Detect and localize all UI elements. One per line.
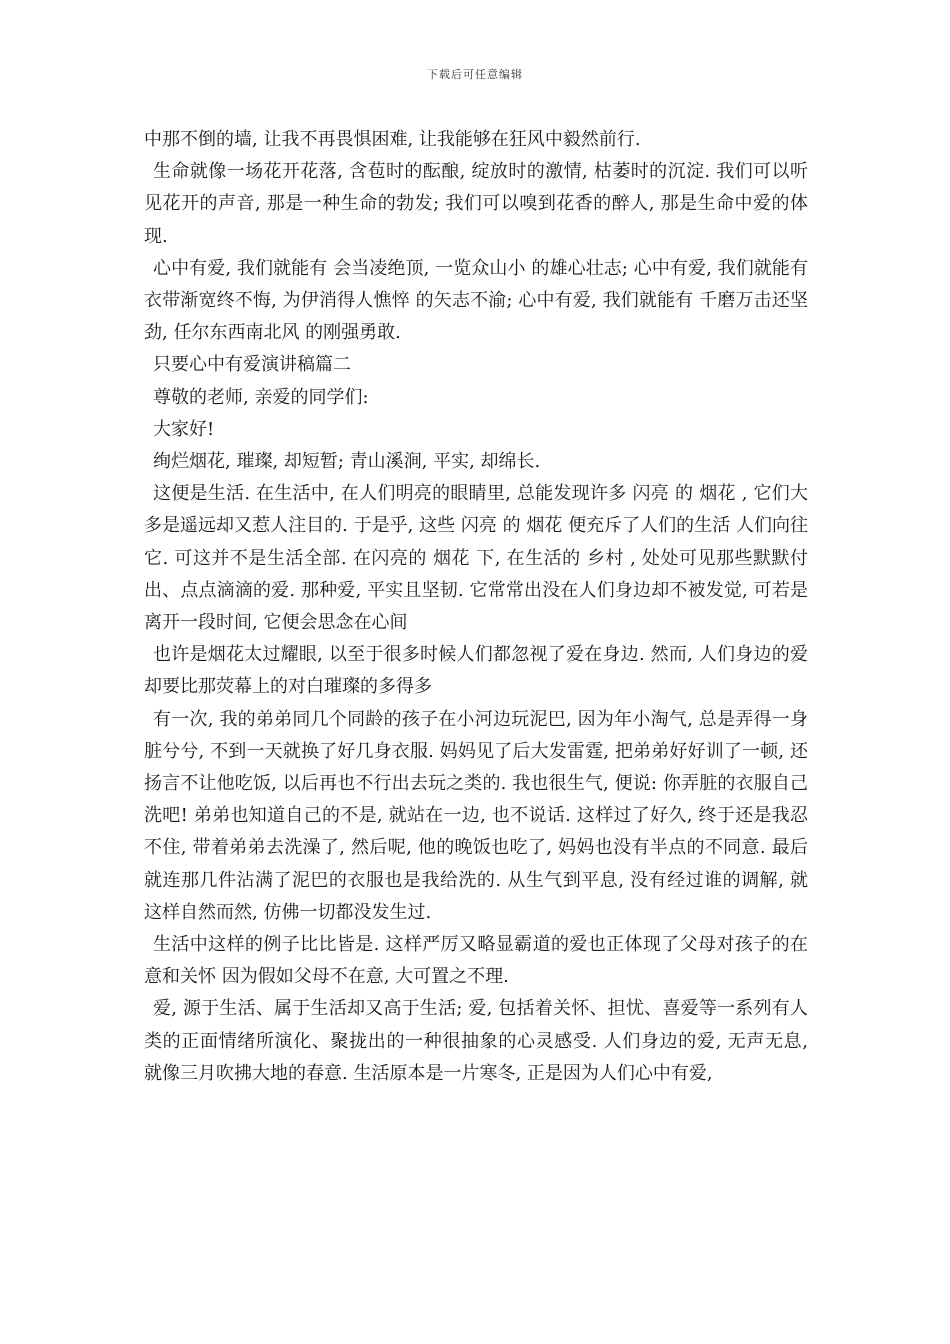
section-title: 只要心中有爱演讲稿篇二 — [153, 354, 351, 376]
paragraph: 爱, 源于生活、属于生活却又高于生活; 爱, 包括着关怀、担忧、喜爱等一系列有人类的正面情绪所演化、聚拢出的一种很抽象的心灵感受. 人们身边的爱, 无声无息, 就像三月吹拂大地的春意. 生活原本是一片寒冬, 正是因为人们心中有爱, — [144, 998, 808, 1084]
greeting: 大家好! — [153, 418, 215, 440]
document-body — [144, 124, 808, 1090]
paragraph: 绚烂烟花, 璀璨, 却短暂; 青山溪涧, 平实, 却绵长. — [153, 451, 541, 473]
paragraph: 生活中这样的例子比比皆是. 这样严厉又略显霸道的爱也正体现了父母对孩子的在意和关怀 因为假如父母不在意, 大可置之不理. — [144, 934, 808, 988]
paragraph: 这便是生活. 在生活中, 在人们明亮的眼睛里, 总能发现许多 闪亮 的 烟花 , 它们大多是遥远却又惹人注目的. 于是乎, 这些 闪亮 的 烟花 便充斥了人们的生活 人们向往它. 可这并不是生活全部. 在闪亮的 烟花 下, 在生活的 乡村 , 处处可见那些默默付出、点点滴滴的爱. 那种爱, 平实且坚韧. 它常常出没在人们身边却不被发觉, 可若是离开一段时间, 它便会思念在心间 — [144, 483, 808, 634]
paragraph: 有一次, 我的弟弟同几个同龄的孩子在小河边玩泥巴, 因为年小淘气, 总是弄得一身脏兮兮, 不到一天就换了好几身衣服. 妈妈见了后大发雷霆, 把弟弟好好训了一顿, 还扬言不让他吃饭, 以后再也不行出去玩之类的. 我也很生气, 便说: 你弄脏的衣服自己洗吧! 弟弟也知道自己的不是, 就站在一边, 也不说话. 这样过了好久, 终于还是我忍不住, 带着弟弟去洗澡了, 然后呢, 他的晚饭也吃了, 妈妈也没有半点的不同意. 最后就连那几件沾满了泥巴的衣服也是我给洗的. 从生气到平息, 没有经过谁的调解, 就这样自然而然, 仿佛一切都没发生过. — [144, 708, 808, 923]
paragraph-continuation: 中那不倒的墙, 让我不再畏惧困难, 让我能够在狂风中毅然前行. — [144, 129, 641, 150]
paragraph: 生命就像一场花开花落, 含苞时的酝酿, 绽放时的激情, 枯萎时的沉淀. 我们可以听见花开的声音, 那是一种生命的勃发; 我们可以嗅到花香的醉人, 那是生命中爱的体现. — [144, 161, 808, 247]
paragraph: 也许是烟花太过耀眼, 以至于很多时候人们都忽视了爱在身边. 然而, 人们身边的爱却要比那荧幕上的对白璀璨的多得多 — [144, 644, 808, 698]
page-header: 下载后可任意编辑 — [427, 68, 523, 81]
salutation: 尊敬的老师, 亲爱的同学们: — [153, 386, 369, 408]
paragraph: 心中有爱, 我们就能有 会当凌绝顶, 一览众山小 的雄心壮志; 心中有爱, 我们就能有 衣带渐宽终不悔, 为伊消得人憔悴 的矢志不渝; 心中有爱, 我们就能有 千磨万击还坚劲, 任尔东西南北风 的刚强勇敢. — [144, 257, 808, 344]
